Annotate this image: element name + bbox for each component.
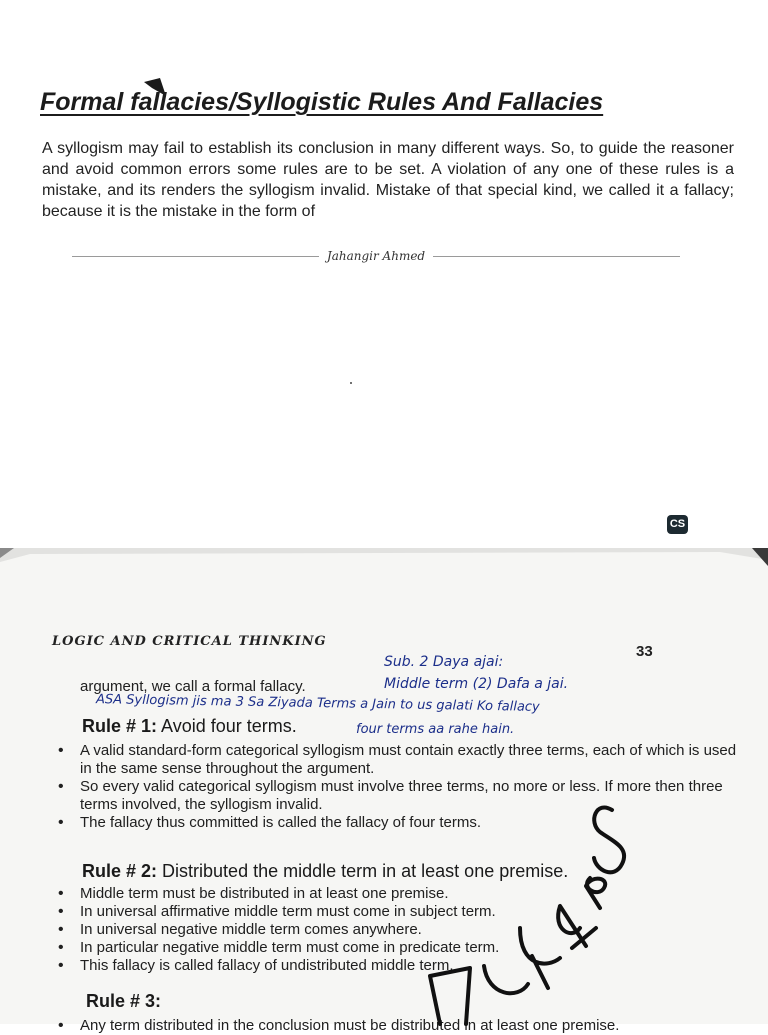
divider-left	[72, 256, 319, 257]
list-item: • So every valid categorical syllogism must involve three terms, no more or less. If more then three terms involved, the syllogism invalid.	[58, 778, 738, 814]
list-item: • In universal negative middle term comes anywhere.	[58, 921, 678, 939]
list-item: • In particular negative middle term must come in predicate term.	[58, 939, 678, 957]
handwritten-note: Sub. 2 Daya ajai:	[384, 654, 504, 670]
page-number: 33	[636, 643, 653, 660]
list-item: • In universal affirmative middle term must come in subject term.	[58, 903, 678, 921]
list-item: • A valid standard-form categorical syllogism must contain exactly three terms, each of which is used in the same sense throughout the argument.	[58, 742, 738, 778]
list-item: • The fallacy thus committed is called the fallacy of four terms.	[58, 814, 738, 832]
handwritten-note: ASA Syllogism jis ma 3 Sa Ziyada Terms a Jain to us galati Ko fallacy	[95, 692, 540, 715]
list-item: • This fallacy is called fallacy of undistributed middle term.	[58, 957, 678, 975]
intro-paragraph: A syllogism may fail to establish its conclusion in many different ways. So, to guide the reasoner and avoid common errors some rules are to be set. A violation of any one of these rules is a mistake, and its renders the syllogism invalid. Mistake of that special kind, we called it a fallacy; because it is the mistake in the form of	[42, 140, 734, 220]
handwritten-note: Middle term (2) Dafa a jai.	[384, 676, 569, 692]
author-name: Jahangir Ahmed	[326, 249, 426, 263]
rule-3-label: Rule # 3:	[86, 991, 162, 1011]
handwritten-note: four terms aa rahe hain.	[356, 722, 515, 737]
scanned-page	[0, 548, 768, 1034]
rule-2-text: Distributed the middle term in at least one premise.	[162, 861, 569, 881]
list-item: • Middle term must be distributed in at least one premise.	[58, 885, 678, 903]
speck	[350, 382, 352, 384]
rule-1-label: Rule # 1:	[82, 716, 158, 736]
list-item: • Any term distributed in the conclusion must be distributed in at least one premise.	[58, 1017, 738, 1035]
handwritten-signature-icon	[0, 548, 768, 1024]
author-line	[72, 246, 680, 266]
book-header: LOGIC AND CRITICAL THINKING	[52, 634, 327, 649]
rule-2-label: Rule # 2:	[82, 861, 158, 881]
rule-1-text: Avoid four terms.	[161, 716, 297, 736]
page-title: Formal fallacies/Syllogistic Rules And Fallacies	[40, 88, 604, 116]
continuation-text: argument, we call a formal fallacy.	[80, 678, 306, 695]
divider-right	[433, 256, 680, 257]
camscanner-badge-icon: CS	[667, 515, 688, 534]
